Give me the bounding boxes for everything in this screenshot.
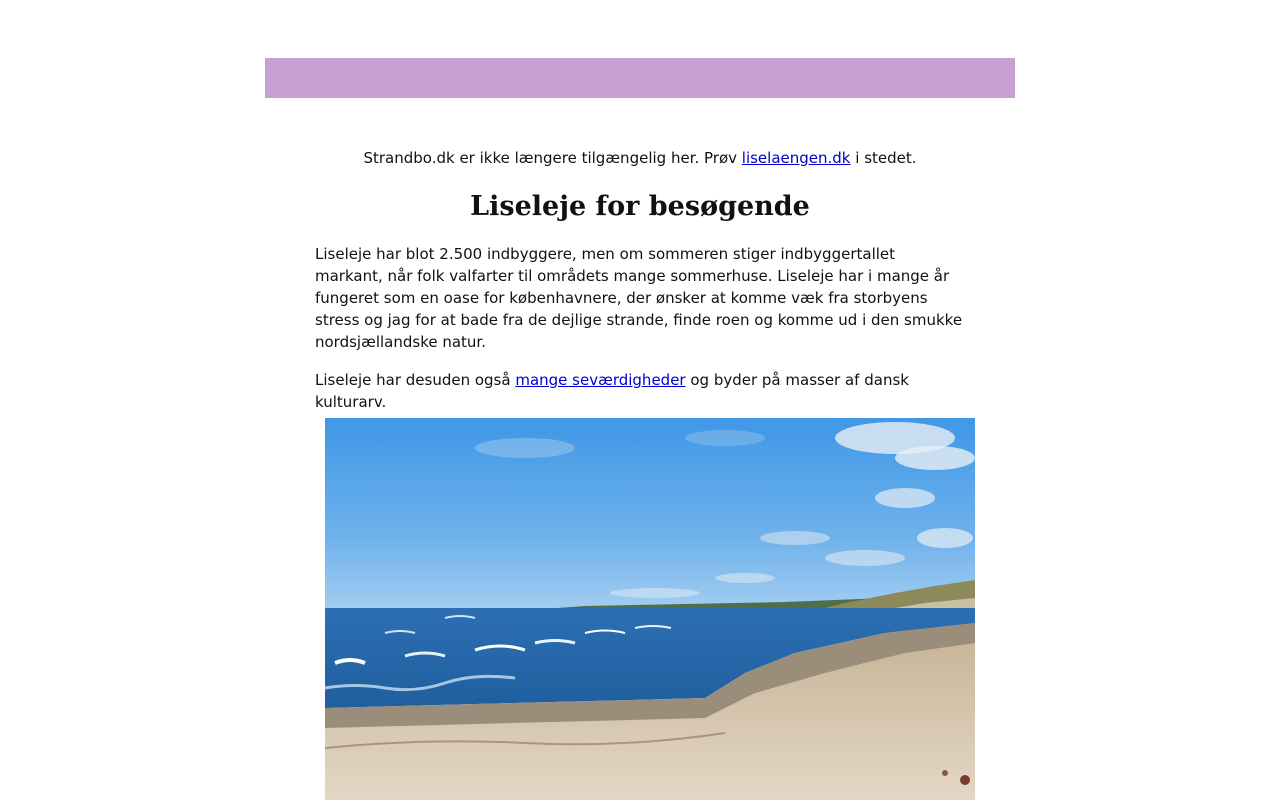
sights-link[interactable]: mange seværdigheder <box>515 371 686 389</box>
intro-paragraph: Liseleje har blot 2.500 indbyggere, men om sommeren stiger indbyggertallet markant, når folk valfarter til områdets mange sommerhuse. Liseleje har i mange år fungeret som en oase for københavnere, der ønsker at komme væk fra storbyens stress og jag for at bade fra de dejlige strande, finde roen og komme ud i den smukke nordsjællandske natur. <box>315 245 963 351</box>
notice-text-after: i stedet. <box>850 149 917 167</box>
liselaengen-link[interactable]: liselaengen.dk <box>741 149 851 167</box>
page-title: Liseleje for besøgende <box>470 191 810 222</box>
notice-text-before: Strandbo.dk er ikke længere tilgængelig her. Prøv <box>363 149 742 167</box>
sights-text-before: Liseleje har desuden også <box>315 371 516 389</box>
main-content <box>315 243 965 429</box>
sights-paragraph <box>315 369 965 413</box>
redirect-notice <box>0 147 1280 169</box>
header-banner <box>265 58 1015 98</box>
sights-text-after: og byder på masser af dansk kulturarv. <box>315 371 909 411</box>
beach-photo <box>325 418 975 800</box>
